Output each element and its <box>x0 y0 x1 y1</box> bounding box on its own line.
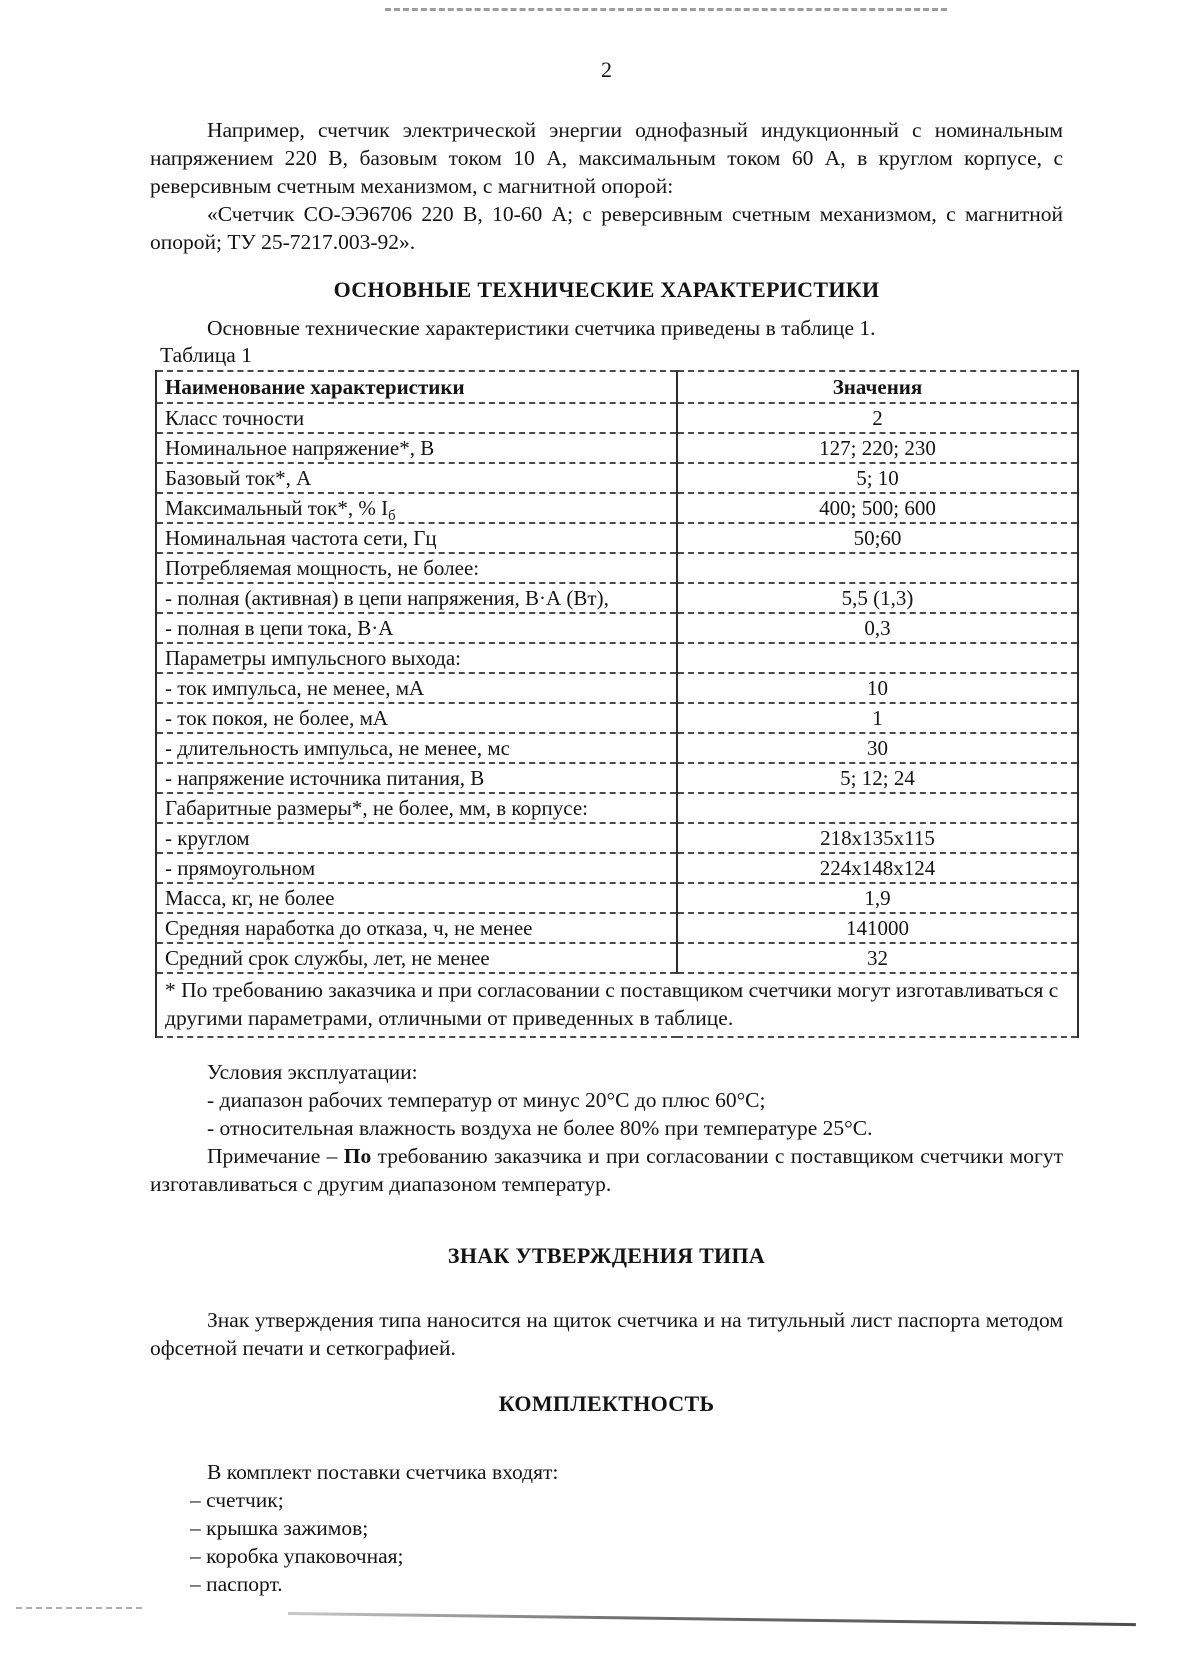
scan-artifact-top <box>385 8 947 11</box>
spec-value-cell: 127; 220; 230 <box>677 433 1078 463</box>
spec-value-cell: 32 <box>677 943 1078 973</box>
col-header-name: Наименование характеристики <box>156 371 677 403</box>
table-row <box>156 433 1078 463</box>
conditions-note <box>150 1142 1063 1198</box>
condition-item: - относительная влажность воздуха не более 80% при температуре 25°С. <box>207 1116 873 1140</box>
table-row <box>156 463 1078 493</box>
spec-value-cell: 1 <box>677 703 1078 733</box>
page-content <box>150 56 1063 1598</box>
section-heading-completeness: КОМПЛЕКТНОСТЬ <box>498 1391 715 1416</box>
spec-name-cell: Средняя наработка до отказа, ч, не менее <box>156 913 677 943</box>
scan-artifact-bottom-line <box>288 1612 1136 1626</box>
approval-paragraph: Знак утверждения типа наносится на щиток счетчика и на титульный лист паспорта методом офсетной печати и сеткографией. <box>150 1308 1063 1360</box>
table-row <box>156 823 1078 853</box>
table-caption: Таблица 1 <box>160 343 252 367</box>
spec-name-cell: - полная в цепи тока, В·А <box>156 613 677 643</box>
list-item: – коробка упаковочная; <box>190 1544 404 1568</box>
spec-name-cell: Класс точности <box>156 403 677 433</box>
list-item: – крышка зажимов; <box>190 1516 369 1540</box>
spec-value-cell: 50;60 <box>677 523 1078 553</box>
spec-value-cell: 400; 500; 600 <box>677 493 1078 523</box>
table-header-row <box>156 371 1078 403</box>
spec-value-cell <box>677 793 1078 823</box>
spec-name-cell: Масса, кг, не более <box>156 883 677 913</box>
spec-value-cell: 224х148х124 <box>677 853 1078 883</box>
conditions-list <box>150 1086 1063 1142</box>
table-row <box>156 703 1078 733</box>
spec-value-cell: 1,9 <box>677 883 1078 913</box>
spec-value-cell: 5; 12; 24 <box>677 763 1078 793</box>
completeness-lead: В комплект поставки счетчика входят: <box>207 1460 559 1484</box>
intro-paragraph-1: Например, счетчик электрической энергии однофазный индукционный с номинальным напряжением 220 В, базовым током 10 А, максимальным током 60 А, в круглом корпусе, с реверсивным счетным механизмом, с магнитной опорой: <box>150 118 1063 198</box>
spec-name-cell: - полная (активная) в цепи напряжения, В·А (Вт), <box>156 583 677 613</box>
table-footnote-row <box>156 973 1078 1037</box>
scan-artifact-bottom-left <box>16 1607 142 1609</box>
spec-value-cell <box>677 553 1078 583</box>
spec-value-cell: 5,5 (1,3) <box>677 583 1078 613</box>
spec-name-cell: - длительность импульса, не менее, мс <box>156 733 677 763</box>
table-row <box>156 793 1078 823</box>
operating-conditions <box>150 1058 1063 1198</box>
spec-name-cell: - ток импульса, не менее, мА <box>156 673 677 703</box>
spec-value-cell: 218х135х115 <box>677 823 1078 853</box>
table-row <box>156 583 1078 613</box>
table-row <box>156 493 1078 523</box>
list-item: – счетчик; <box>190 1488 284 1512</box>
table-row <box>156 523 1078 553</box>
table-row <box>156 763 1078 793</box>
spec-name-cell: Базовый ток*, А <box>156 463 677 493</box>
table-row <box>156 733 1078 763</box>
table-row <box>156 853 1078 883</box>
table-row <box>156 913 1078 943</box>
table-row <box>156 673 1078 703</box>
spec-name-cell: Номинальная частота сети, Гц <box>156 523 677 553</box>
page-number: 2 <box>601 57 612 82</box>
spec-name-cell: - ток покоя, не более, мА <box>156 703 677 733</box>
table-row <box>156 883 1078 913</box>
spec-name-cell: Номинальное напряжение*, В <box>156 433 677 463</box>
conditions-lead: Условия эксплуатации: <box>207 1060 418 1084</box>
list-item: – паспорт. <box>190 1572 283 1596</box>
table-row <box>156 613 1078 643</box>
condition-item: - диапазон рабочих температур от минус 20°С до плюс 60°С; <box>207 1088 766 1112</box>
table-footnote: * По требованию заказчика и при согласовании с поставщиком счетчики могут изготавливаться с другими параметрами, отличными от приведенных в таблице. <box>156 973 1078 1037</box>
spec-name-cell: - круглом <box>156 823 677 853</box>
spec-table-body <box>156 403 1078 973</box>
spec-value-cell: 2 <box>677 403 1078 433</box>
spec-name-cell: Максимальный ток*, % $I_б$ <box>156 493 677 523</box>
spec-table <box>155 370 1079 1038</box>
spec-name-cell: - напряжение источника питания, В <box>156 763 677 793</box>
intro-paragraph-2: «Счетчик СО-ЭЭ6706 220 В, 10-60 А; с реверсивным счетным механизмом, с магнитной опорой; ТУ 25-7217.003-92». <box>150 202 1063 254</box>
kit-list <box>150 1486 1063 1598</box>
spec-value-cell: 10 <box>677 673 1078 703</box>
spec-value-cell: 30 <box>677 733 1078 763</box>
spec-name-cell: - прямоугольном <box>156 853 677 883</box>
spec-value-cell: 141000 <box>677 913 1078 943</box>
unit-subscript: б <box>388 508 396 523</box>
table-row <box>156 553 1078 583</box>
spec-value-cell <box>677 643 1078 673</box>
specs-lead: Основные технические характеристики счетчика приведены в таблице 1. <box>207 316 876 340</box>
col-header-values: Значения <box>677 371 1078 403</box>
table-row <box>156 943 1078 973</box>
note-prefix: Примечание – <box>207 1144 344 1168</box>
spec-name-cell: Потребляемая мощность, не более: <box>156 553 677 583</box>
spec-name-cell: Средний срок службы, лет, не менее <box>156 943 677 973</box>
spec-value-cell: 0,3 <box>677 613 1078 643</box>
spec-name-cell: Параметры импульсного выхода: <box>156 643 677 673</box>
table-row <box>156 643 1078 673</box>
section-heading-approval: ЗНАК УТВЕРЖДЕНИЯ ТИПА <box>447 1243 766 1268</box>
note-rest: требованию заказчика и при согласовании с поставщиком счетчики могут изготавливаться с другим диапазоном температур. <box>150 1144 1063 1196</box>
section-heading-specs: ОСНОВНЫЕ ТЕХНИЧЕСКИЕ ХАРАКТЕРИСТИКИ <box>333 277 880 302</box>
note-bold-word: По <box>343 1144 372 1168</box>
table-row <box>156 403 1078 433</box>
spec-name-cell: Габаритные размеры*, не более, мм, в корпусе: <box>156 793 677 823</box>
spec-value-cell: 5; 10 <box>677 463 1078 493</box>
